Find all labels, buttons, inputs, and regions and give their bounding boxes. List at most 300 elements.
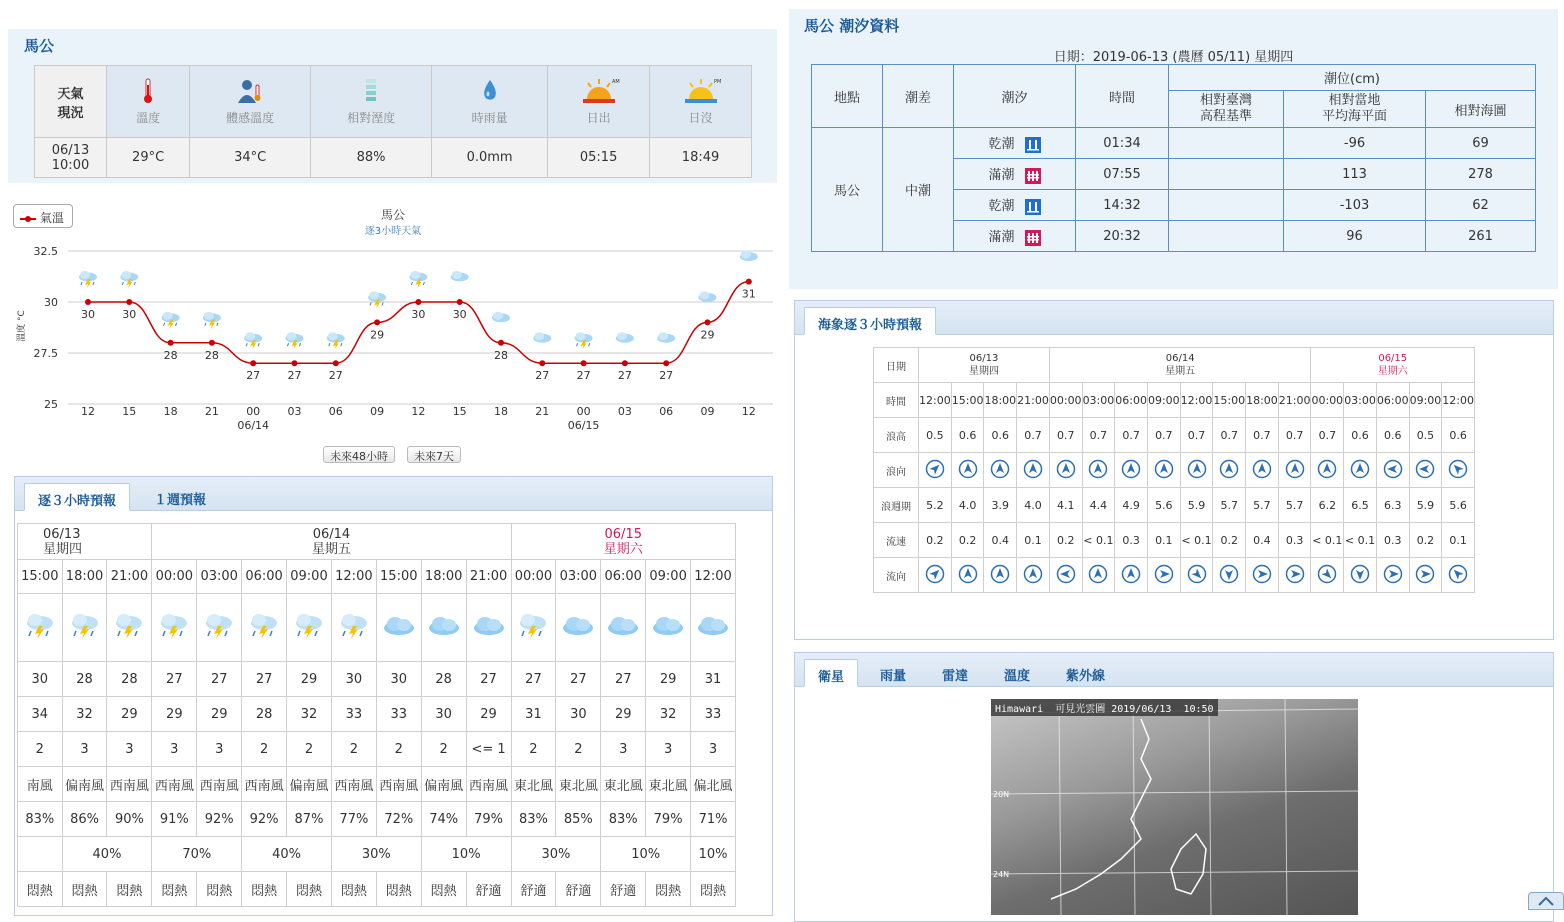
tide-twvd [1169,190,1284,221]
cloud-icon [699,291,717,302]
thermometer-icon [133,77,163,105]
fc-wind-cell: 3 [62,732,107,767]
sea-current-speed-cell: 0.1 [1147,523,1180,558]
fc-time-cell: 00:00 [152,560,197,594]
label-line1: 天氣 [57,86,84,102]
sea-current-dir-row [874,558,1475,593]
tide-local: -103 [1284,190,1426,221]
hdr-sunrise [548,66,650,138]
sea-current-speed-cell: 0.2 [919,523,952,558]
fc-pop-cell [18,837,63,872]
tide-h-twvd-a: 相對臺灣 [1199,93,1252,108]
val-sunrise: 05:15 [548,138,650,178]
fc-pop-row [18,837,736,872]
tide-kind-label: 滿潮 [988,230,1015,246]
tide-chart: 278 [1426,159,1536,190]
fc-temp-cell: 27 [511,662,556,697]
sea-label-time: 時間 [874,383,919,418]
fc-wind-cell: 2 [331,732,376,767]
fc-rh-cell: 87% [287,802,332,837]
sat-tab-3[interactable]: 溫度 [1004,669,1031,684]
sea-wave-height-cell: 0.7 [1017,418,1050,453]
sea-current-speed-cell: 0.2 [1213,523,1246,558]
fc-pop-cell: 30% [331,837,421,872]
fc-temp-cell: 27 [242,662,287,697]
sea-wave-height-cell: 0.7 [1278,418,1311,453]
fc-time-cell: 03:00 [197,560,242,594]
temperature-data-label: 30 [81,308,95,321]
sea-wave-height-cell: 0.6 [951,418,984,453]
sunset-icon [681,77,721,105]
tide-chart: 69 [1426,128,1536,159]
direction-arrow-icon [1056,564,1076,584]
thunderstorm-icon [336,612,372,640]
fc-rh-cell: 79% [646,802,691,837]
fc-feel-cell: 29 [466,697,511,732]
direction-arrow-icon [1350,564,1370,584]
fc-feel-cell: 33 [331,697,376,732]
tide-twvd [1169,128,1284,159]
sea-current-speed-cell: 0.1 [1442,523,1475,558]
fc-pop-cell: 10% [601,837,691,872]
temperature-data-label: 28 [163,348,178,362]
fc-wind-cell: 2 [511,732,556,767]
sea-time-cell: 15:00 [1213,383,1246,418]
sea-current-dir-cell [1376,558,1409,593]
cloud-icon [740,251,758,262]
low-tide-icon [1025,137,1041,153]
tide-h-place: 地點 [812,65,883,128]
sea-current-speed-cell: 0.2 [951,523,984,558]
thunderstorm-icon [515,612,551,640]
temperature-point [622,360,628,366]
temperature-point [292,360,298,366]
fc-temp-cell: 27 [466,662,511,697]
direction-arrow-icon [1415,459,1435,479]
sat-tab-0[interactable]: 衛星 [804,659,858,687]
fc-rh-cell: 72% [376,802,421,837]
direction-arrow-icon [958,564,978,584]
fc-comfort-cell: 舒適 [511,872,556,907]
high-tide-icon [1025,168,1041,184]
fc-weather-cell [601,594,646,662]
sea-current-speed-cell: 0.2 [1049,523,1082,558]
sea-wave-height-row [874,418,1475,453]
thunderstorm-icon [291,612,327,640]
satellite-image[interactable] [991,699,1358,915]
sea-wave-height-cell: 0.6 [1442,418,1475,453]
thunderstorm-icon [368,291,386,308]
fc-wind-cell: 3 [197,732,242,767]
forecast-panel [14,476,773,916]
fc-wind-cell: 2 [18,732,63,767]
sea-tab-strip [795,301,1553,335]
sea-wave-period-row [874,488,1475,523]
direction-arrow-icon [1023,564,1043,584]
sea-label-date: 日期 [874,348,919,383]
fc-pop-cell: 10% [691,837,736,872]
direction-arrow-icon [1187,564,1207,584]
sea-wave-dir-cell [1213,453,1246,488]
fc-feel-cell: 33 [376,697,421,732]
sea-wave-height-cell: 0.7 [1049,418,1082,453]
temperature-point [126,299,132,305]
fc-feel-cell: 32 [62,697,107,732]
direction-arrow-icon [1121,459,1141,479]
sea-wave-height-cell: 0.7 [1180,418,1213,453]
tide-kind-label: 乾潮 [988,199,1015,215]
fc-time-cell: 18:00 [421,560,466,594]
sea-current-dir-cell [1017,558,1050,593]
fc-time-cell: 03:00 [556,560,601,594]
fc-wind-cell: 2 [242,732,287,767]
sea-current-dir-cell [1049,558,1082,593]
sea-wave-height-cell: 0.6 [984,418,1017,453]
sea-current-dir-cell [1311,558,1344,593]
direction-arrow-icon [1383,564,1403,584]
sea-wave-period-cell: 5.6 [1442,488,1475,523]
svg-text:PM: PM [713,79,721,85]
fc-wind-dir-cell: 東北風 [601,767,646,802]
direction-arrow-icon [925,459,945,479]
hdr-sunset [650,66,752,138]
direction-arrow-icon [1187,459,1207,479]
sea-date-cell [919,348,1050,383]
sea-wave-height-cell: 0.7 [1147,418,1180,453]
sea-wave-dir-cell [1246,453,1279,488]
fc-feel-cell: 29 [601,697,646,732]
legend-line-icon [20,214,36,224]
sea-wave-period-cell: 5.9 [1180,488,1213,523]
tide-twvd [1169,159,1284,190]
fc-comfort-cell: 舒適 [466,872,511,907]
fc-temp-cell: 29 [287,662,332,697]
raindrop-icon [475,77,505,105]
sat-tab-1[interactable]: 雨量 [880,669,907,684]
fc-date-row [18,524,736,560]
sea-label-wave_h: 浪高 [874,418,919,453]
fc-rh-cell: 90% [107,802,152,837]
direction-arrow-icon [1448,564,1468,584]
fc-comfort-cell: 悶熱 [242,872,287,907]
fc-rh-cell: 86% [62,802,107,837]
current-date: 06/13 [51,142,90,158]
temperature-point [374,319,380,325]
thunderstorm-icon [156,612,192,640]
fc-wind-cell: 2 [556,732,601,767]
direction-arrow-icon [1252,564,1272,584]
fc-time-cell: 00:00 [511,560,556,594]
sea-wave-period-cell: 5.2 [919,488,952,523]
fc-wind-dir-cell: 西南風 [197,767,242,802]
fc-weather-cell [511,594,556,662]
tab-3h-forecast[interactable]: 逐３小時預報 [24,483,130,511]
tide-chart: 62 [1426,190,1536,221]
fc-feel-cell: 32 [646,697,691,732]
tide-h-tide: 潮汐 [954,65,1076,128]
hdr-sunset-label: 日沒 [688,111,713,125]
fc-time-cell: 12:00 [331,560,376,594]
fc-pop-cell: 10% [421,837,511,872]
sat-tab-2[interactable]: 雷達 [942,669,969,684]
direction-arrow-icon [1154,459,1174,479]
sea-time-cell: 12:00 [1180,383,1213,418]
sea-wave-period-cell: 6.5 [1344,488,1377,523]
fc-time-cell: 12:00 [691,560,736,594]
sea-wave-period-cell: 4.9 [1115,488,1148,523]
fc-temp-cell: 28 [421,662,466,697]
fc-weather-cell [691,594,736,662]
satellite-panel [794,652,1554,922]
fc-date-cell [18,524,152,560]
sea-current-dir-cell [1246,558,1279,593]
direction-arrow-icon [1317,459,1337,479]
legend-label: 氣溫 [39,211,64,225]
temperature-data-label: 30 [122,308,137,321]
fc-weather-cell [466,594,511,662]
y-tick-label: 30 [44,296,58,309]
sea-wave-dir-cell [1376,453,1409,488]
temperature-point [333,360,339,366]
tide-h-chart: 相對海圖 [1426,91,1536,128]
x-tick-label: 12 [741,405,756,418]
sat-tab-4[interactable]: 紫外線 [1066,669,1106,684]
temperature-data-label: 27 [659,369,674,383]
sea-current-dir-cell [1147,558,1180,593]
cloud-icon [560,614,596,638]
direction-arrow-icon [1154,564,1174,584]
satellite-caption: Himawari 可見光雲圖 2019/06/13 10:50 [991,699,1218,716]
fc-feel-cell: 30 [556,697,601,732]
sea-wave-height-cell: 0.7 [1311,418,1344,453]
cloud-icon [533,332,551,343]
x-tick-label: 06 [659,405,674,418]
fc-weather-cell [107,594,152,662]
sea-wave-period-cell: 5.7 [1278,488,1311,523]
next-48h-button[interactable]: 未來48小時 [323,446,395,463]
sea-current-speed-cell: 0.2 [1409,523,1442,558]
direction-arrow-icon [958,459,978,479]
fc-rh-cell: 91% [152,802,197,837]
tide-kind [954,190,1076,221]
temperature-point [209,340,215,346]
tide-table [811,64,1536,252]
fc-feel-cell: 29 [197,697,242,732]
temperature-point [498,340,504,346]
fc-comfort-cell: 悶熱 [646,872,691,907]
cloud-icon [451,271,469,282]
fc-rh-cell: 83% [601,802,646,837]
sea-time-cell: 00:00 [1049,383,1082,418]
x-tick-label: 09 [370,405,385,418]
temperature-chart [10,236,780,436]
fc-weather-cell [376,594,421,662]
tide-kind [954,128,1076,159]
fc-time-cell: 09:00 [646,560,691,594]
x-tick-label: 18 [494,405,508,418]
sea-wave-dir-cell [984,453,1017,488]
fc-feel-cell: 30 [421,697,466,732]
sea-time-cell: 09:00 [1409,383,1442,418]
chart-title: 馬公 [380,208,405,222]
fc-comfort-row [18,872,736,907]
temperature-data-label: 31 [741,287,756,301]
sea-wave-dir-cell [1017,453,1050,488]
fc-wind-dir-cell: 西南風 [242,767,287,802]
sea-wave-dir-cell [1147,453,1180,488]
sea-date-cell [1049,348,1311,383]
sea-current-speed-row [874,523,1475,558]
fc-weather-cell [646,594,691,662]
fc-rh-cell: 83% [511,802,556,837]
chart-legend[interactable] [13,204,73,228]
cloud-icon [616,332,634,343]
cloud-icon [650,614,686,638]
scroll-top-button[interactable] [1528,892,1564,910]
sea-time-cell: 18:00 [1246,383,1279,418]
val-rh: 88% [311,138,432,178]
fc-comfort-cell: 悶熱 [421,872,466,907]
forecast-table-viewport[interactable] [21,523,752,903]
next-7d-button[interactable]: 未來7天 [407,446,461,463]
fc-weather-cell [556,594,601,662]
thunderstorm-icon [327,332,345,349]
sea-wave-dir-cell [1180,453,1213,488]
sea-time-cell: 03:00 [1082,383,1115,418]
sea-current-speed-cell: 0.4 [1246,523,1279,558]
sea-time-cell: 06:00 [1115,383,1148,418]
fc-rh-cell: 92% [242,802,287,837]
temperature-point [539,360,545,366]
temperature-data-label: 27 [328,369,343,383]
direction-arrow-icon [1219,564,1239,584]
sea-time-cell: 21:00 [1017,383,1050,418]
fc-temp-cell: 27 [556,662,601,697]
sea-wave-period-cell: 4.1 [1049,488,1082,523]
forecast-tab-strip [15,477,772,511]
tide-diff: 中潮 [883,128,954,252]
fc-pop-cell: 30% [511,837,601,872]
tab-week-forecast[interactable]: １週預報 [154,493,207,508]
fc-time-cell: 06:00 [242,560,287,594]
sea-wave-period-cell: 6.2 [1311,488,1344,523]
direction-arrow-icon [990,564,1010,584]
val-sunset: 18:49 [650,138,752,178]
sea-date: 06/15 [1378,353,1408,364]
sea-wave-period-cell: 5.9 [1409,488,1442,523]
temperature-point [705,319,711,325]
fc-wind-dir-cell: 西南風 [107,767,152,802]
thunderstorm-icon [286,332,304,349]
temperature-data-label: 27 [287,369,302,383]
y-tick-label: 27.5 [33,347,58,360]
fc-wind-cell: <= 1 [466,732,511,767]
tide-h-local-b: 平均海平面 [1321,109,1387,124]
fc-comfort-cell: 悶熱 [197,872,242,907]
sea-date-cell [1311,348,1475,383]
fc-pop-cell: 70% [152,837,242,872]
x-tick-label: 03 [617,405,632,418]
fc-feel-cell: 34 [18,697,63,732]
sea-current-dir-cell [1213,558,1246,593]
thunderstorm-icon [120,271,138,288]
sea-current-speed-cell: 0.3 [1376,523,1409,558]
sea-current-dir-cell [984,558,1017,593]
fc-wind-cell: 2 [421,732,466,767]
sea-wave-dir-cell [919,453,952,488]
tide-h-local-a: 相對當地 [1328,93,1381,108]
fc-weekday: 星期四 [43,541,83,557]
direction-arrow-icon [1121,564,1141,584]
tab-sea-3h[interactable]: 海象逐３小時預報 [804,307,936,335]
current-time: 10:00 [51,157,90,173]
direction-arrow-icon [1285,459,1305,479]
tide-kind [954,159,1076,190]
sea-current-dir-cell [1278,558,1311,593]
sea-wave-height-cell: 0.6 [1344,418,1377,453]
x-tick-label: 12 [411,405,426,418]
thunderstorm-icon [203,312,221,329]
direction-arrow-icon [1285,564,1305,584]
sea-wave-dir-row [874,453,1475,488]
sea-wave-height-cell: 0.7 [1115,418,1148,453]
fc-date-cell [511,524,736,560]
direction-arrow-icon [1088,564,1108,584]
fc-rh-cell: 85% [556,802,601,837]
fc-comfort-cell: 悶熱 [331,872,376,907]
fc-time-row [18,560,736,594]
x-tick-label: 21 [204,405,219,418]
sea-weekday: 星期四 [968,366,999,377]
fc-rh-cell: 71% [691,802,736,837]
temperature-data-label: 30 [411,308,426,321]
fc-pop-cell: 40% [242,837,332,872]
sea-label-wave_p: 浪週期 [874,488,919,523]
x-tick-label: 03 [287,405,302,418]
sea-wave-dir-cell [951,453,984,488]
humidity-bars-icon [356,77,386,105]
sea-wave-height-cell: 0.7 [1246,418,1279,453]
tide-h-twvd-b: 高程基準 [1199,109,1252,124]
direction-arrow-icon [1317,564,1337,584]
tide-row [812,128,1536,159]
fc-time-cell: 21:00 [466,560,511,594]
fc-time-cell: 09:00 [287,560,332,594]
fc-comfort-cell: 悶熱 [287,872,332,907]
sea-current-speed-cell: < 0.1 [1180,523,1213,558]
sea-wave-period-cell: 4.0 [1017,488,1050,523]
cloud-icon [471,614,507,638]
cloud-icon [657,332,675,343]
sea-wave-dir-cell [1115,453,1148,488]
sea-current-dir-cell [951,558,984,593]
hdr-temp [107,66,190,138]
tide-h-twvd [1169,91,1284,128]
temperature-data-label: 27 [535,369,550,383]
direction-arrow-icon [1252,459,1272,479]
sea-time-cell: 12:00 [1442,383,1475,418]
fc-comfort-cell: 悶熱 [62,872,107,907]
x-tick-label: 00 [246,405,261,418]
fc-wind-dir-cell: 東北風 [556,767,601,802]
fc-temp-cell: 28 [107,662,152,697]
fc-comfort-cell: 舒適 [556,872,601,907]
sea-wave-height-cell: 0.7 [1213,418,1246,453]
fc-time-cell: 15:00 [18,560,63,594]
high-tide-icon [1025,230,1041,246]
tide-place: 馬公 [812,128,883,252]
fc-feel-cell: 33 [691,697,736,732]
